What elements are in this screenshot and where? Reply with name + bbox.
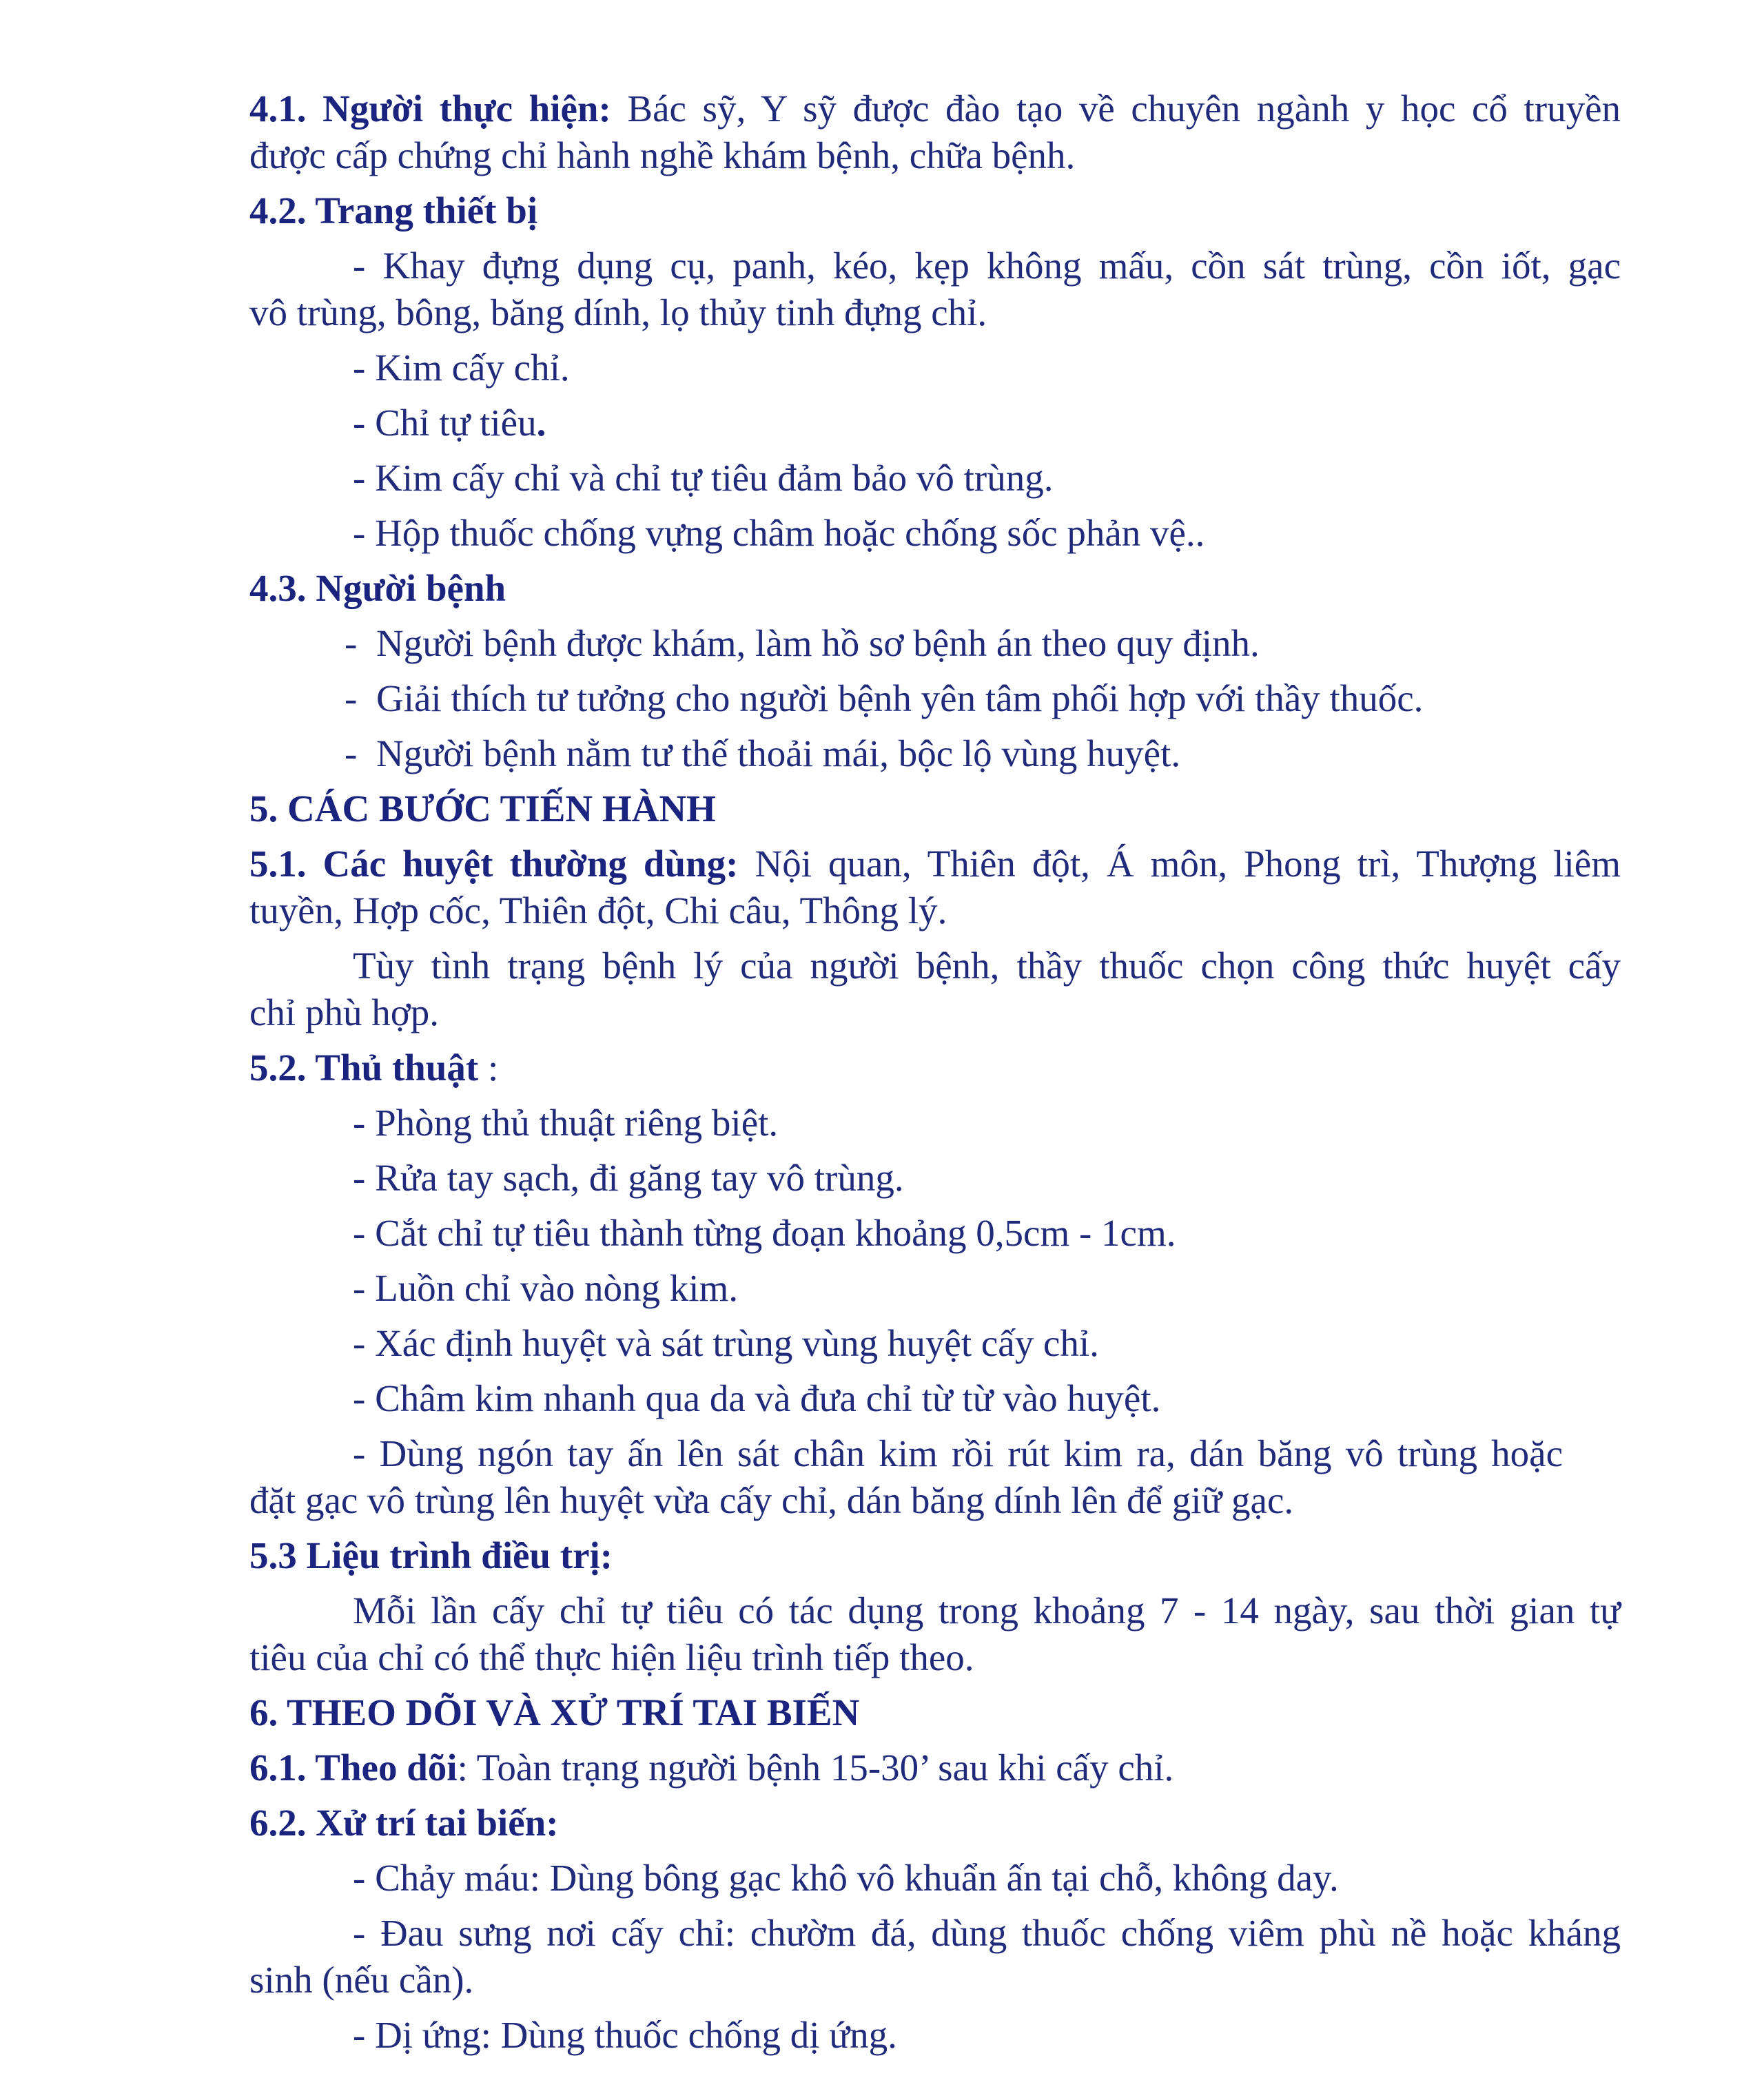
patient-item-1	[345, 620, 1260, 667]
patient-item-3	[345, 730, 1180, 777]
complication-item-3: - Dị ứng: Dùng thuốc chống dị ứng.	[353, 2014, 897, 2056]
equipment-item-3-text: - Chỉ tự tiêu	[353, 402, 537, 444]
section-4-1-text: Bác sỹ, Y sỹ được đào tạo về chuyên ngành y học cổ truyền	[611, 88, 1621, 130]
patient-item-3-dash: -	[345, 732, 358, 774]
section-5-1-text: Nội quan, Thiên đột, Á môn, Phong trì, Thượng liêm	[738, 843, 1621, 885]
section-5-3-paragraph-line-1: Mỗi lần cấy chỉ tự tiêu có tác dụng trong khoảng 7 - 14 ngày, sau thời gian tự	[353, 1589, 1621, 1631]
procedure-step-7: - Dùng ngón tay ấn lên sát chân kim rồi rút kim ra, dán băng vô trùng hoặc	[353, 1432, 1563, 1474]
section-4-2-heading: 4.2. Trang thiết bị	[249, 189, 538, 231]
patient-item-1-dash: -	[345, 622, 358, 664]
equipment-item-3-period: .	[536, 402, 546, 444]
section-6-heading: 6. THEO DÕI VÀ XỬ TRÍ TAI BIẾN	[249, 1691, 860, 1733]
equipment-item-1: - Khay đựng dụng cụ, panh, kéo, kẹp không mấu, cồn sát trùng, cồn iốt, gạc	[353, 245, 1621, 287]
section-5-3-heading: 5.3 Liệu trình điều trị:	[249, 1534, 613, 1576]
section-5-2-label: 5.2. Thủ thuật	[249, 1047, 479, 1089]
patient-item-2-dash: -	[345, 677, 358, 719]
procedure-step-3: - Cắt chỉ tự tiêu thành từng đoạn khoảng 0,5cm - 1cm.	[353, 1212, 1176, 1254]
procedure-step-7-cont: đặt gạc vô trùng lên huyệt vừa cấy chỉ, dán băng dính lên để giữ gạc.	[249, 1479, 1294, 1521]
equipment-item-5: - Hộp thuốc chống vựng châm hoặc chống sốc phản vệ..	[353, 512, 1205, 554]
complication-item-2: - Đau sưng nơi cấy chỉ: chườm đá, dùng thuốc chống viêm phù nề hoặc kháng	[353, 1912, 1621, 1954]
section-6-1-line	[249, 1744, 1173, 1791]
section-6-1-text: : Toàn trạng người bệnh 15-30’ sau khi cấy chỉ.	[457, 1747, 1174, 1789]
patient-item-1-text: Người bệnh được khám, làm hồ sơ bệnh án theo quy định.	[376, 622, 1260, 664]
equipment-item-2: - Kim cấy chỉ.	[353, 347, 570, 389]
section-5-1-paragraph-line-1: Tùy tình trạng bệnh lý của người bệnh, thầy thuốc chọn công thức huyệt cấy	[353, 945, 1621, 987]
section-5-2-heading	[249, 1044, 498, 1091]
section-5-1-label: 5.1. Các huyệt thường dùng:	[249, 843, 739, 885]
procedure-step-2: - Rửa tay sạch, đi găng tay vô trùng.	[353, 1157, 904, 1199]
section-6-2-heading: 6.2. Xử trí tai biến:	[249, 1802, 559, 1844]
section-5-3-paragraph-line-2: tiêu của chỉ có thể thực hiện liệu trình tiếp theo.	[249, 1636, 974, 1678]
section-5-1-paragraph-line-2: chỉ phù hợp.	[249, 991, 440, 1033]
section-5-2-colon: :	[478, 1047, 499, 1089]
equipment-item-3	[353, 400, 546, 446]
equipment-item-4: - Kim cấy chỉ và chỉ tự tiêu đảm bảo vô trùng.	[353, 457, 1054, 499]
equipment-item-1-cont: vô trùng, bông, băng dính, lọ thủy tinh đựng chỉ.	[249, 291, 987, 333]
section-5-1-line-2: tuyền, Hợp cốc, Thiên đột, Chi câu, Thông lý.	[249, 889, 947, 931]
section-6-1-label: 6.1. Theo dõi	[249, 1747, 458, 1789]
patient-item-3-text: Người bệnh nằm tư thế thoải mái, bộc lộ vùng huyệt.	[376, 732, 1181, 774]
section-4-1-line-1	[249, 85, 1621, 132]
section-5-heading: 5. CÁC BƯỚC TIẾN HÀNH	[249, 788, 716, 830]
section-4-3-heading: 4.3. Người bệnh	[249, 567, 506, 609]
complication-item-1: - Chảy máu: Dùng bông gạc khô vô khuẩn ấn tại chỗ, không day.	[353, 1857, 1339, 1899]
section-4-1-label: 4.1. Người thực hiện:	[249, 88, 611, 130]
procedure-step-4: - Luồn chỉ vào nòng kim.	[353, 1267, 739, 1309]
patient-item-2	[345, 675, 1423, 722]
section-5-1-line-1	[249, 841, 1621, 887]
patient-item-2-text: Giải thích tư tưởng cho người bệnh yên tâm phối hợp với thầy thuốc.	[376, 677, 1424, 719]
section-4-1-line-2: được cấp chứng chỉ hành nghề khám bệnh, chữa bệnh.	[249, 134, 1076, 176]
procedure-step-1: - Phòng thủ thuật riêng biệt.	[353, 1102, 779, 1144]
procedure-step-5: - Xác định huyệt và sát trùng vùng huyệt cấy chỉ.	[353, 1322, 1099, 1364]
procedure-step-6: - Châm kim nhanh qua da và đưa chỉ từ từ vào huyệt.	[353, 1377, 1161, 1419]
complication-item-2-cont: sinh (nếu cần).	[249, 1959, 474, 2001]
